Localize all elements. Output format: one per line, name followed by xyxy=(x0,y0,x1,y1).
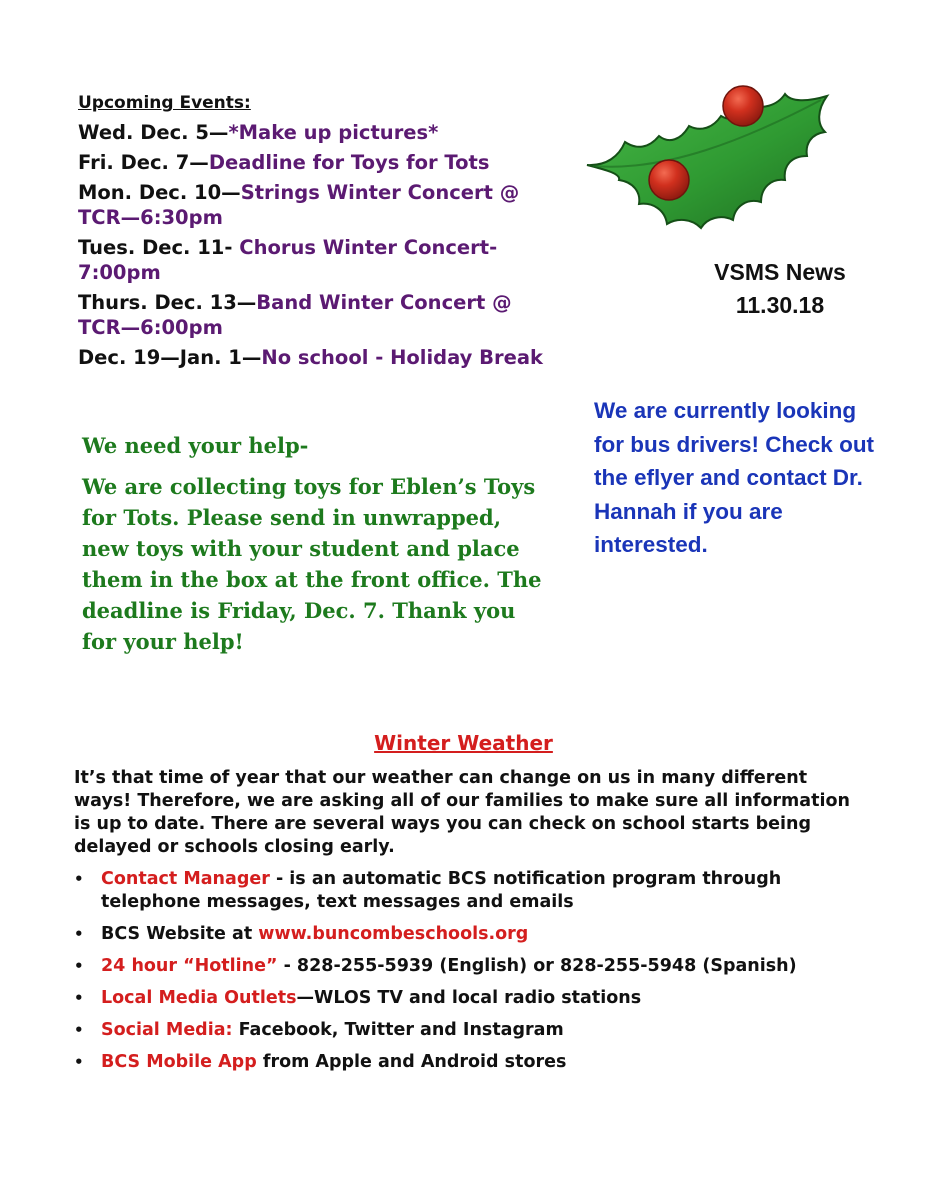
bullet-icon: • xyxy=(74,1053,84,1071)
event-date: Dec. 19—Jan. 1— xyxy=(78,346,262,369)
event-description: Band Winter Concert @ TCR—6:00pm xyxy=(78,291,512,339)
list-item xyxy=(74,955,874,978)
event-item xyxy=(78,150,558,175)
item-text: Facebook, Twitter and Instagram xyxy=(232,1020,564,1040)
event-description: *Make up pictures* xyxy=(228,121,439,144)
holly-berry-top xyxy=(723,86,763,126)
event-date: Tues. Dec. 11- xyxy=(78,236,233,259)
help-heading: We need your help- xyxy=(82,433,309,458)
holly-berry-bottom xyxy=(649,160,689,200)
bullet-icon: • xyxy=(74,989,84,1007)
event-item xyxy=(78,235,558,285)
event-description: No school - Holiday Break xyxy=(261,346,544,369)
event-date: Fri. Dec. 7— xyxy=(78,151,209,174)
list-item xyxy=(74,868,874,914)
website-link[interactable]: www.buncombeschools.org xyxy=(258,924,529,944)
help-body: We are collecting toys for Eblen’s Toys for Tots. Please send in unwrapped, new toys with your student and place them in the box at the front office. The deadline is Friday, Dec. 7. Thank you for your help! xyxy=(82,474,542,654)
item-text: - is an automatic BCS notification program through telephone messages, text messages and emails xyxy=(101,869,782,912)
upcoming-events xyxy=(78,92,558,375)
item-highlight: Social Media: xyxy=(101,1020,233,1040)
event-date: Thurs. Dec. 13— xyxy=(78,291,257,314)
bullet-icon: • xyxy=(74,957,84,975)
newsletter-date: 11.30.18 xyxy=(735,292,825,318)
item-text: —WLOS TV and local radio stations xyxy=(296,988,642,1008)
events-heading: Upcoming Events: xyxy=(78,93,251,113)
newsletter-title xyxy=(690,256,870,322)
list-item xyxy=(74,1019,874,1042)
toys-for-tots-notice xyxy=(82,430,542,657)
winter-weather-title: Winter Weather xyxy=(374,731,553,755)
event-item xyxy=(78,345,558,370)
item-text: - 828-255-5939 (English) or 828-255-5948 (Spanish) xyxy=(277,956,797,976)
item-highlight: Contact Manager xyxy=(101,869,270,889)
event-item xyxy=(78,180,558,230)
holly-icon xyxy=(585,80,840,230)
item-highlight: 24 hour “Hotline” xyxy=(101,956,278,976)
event-description: Strings Winter Concert @ TCR—6:30pm xyxy=(78,181,520,229)
newsletter-name: VSMS News xyxy=(714,259,846,285)
item-highlight: Local Media Outlets xyxy=(101,988,297,1008)
event-item xyxy=(78,290,558,340)
bullet-icon: • xyxy=(74,925,84,943)
bus-driver-notice: We are currently looking for bus drivers! Check out the eflyer and contact Dr. Hannah if you are interested. xyxy=(594,398,875,557)
event-description: Deadline for Toys for Tots xyxy=(208,151,490,174)
event-date: Wed. Dec. 5— xyxy=(78,121,229,144)
list-item xyxy=(74,987,874,1010)
list-item xyxy=(74,1051,874,1074)
winter-weather-list xyxy=(74,868,874,1083)
event-description: Chorus Winter Concert- 7:00pm xyxy=(78,236,498,284)
event-item xyxy=(78,120,558,145)
item-text: from Apple and Android stores xyxy=(256,1052,567,1072)
bullet-icon: • xyxy=(74,870,84,888)
bullet-icon: • xyxy=(74,1021,84,1039)
winter-weather-intro: It’s that time of year that our weather can change on us in many different ways! Therefore, we are asking all of our families to make sure all information is up to date. There are several ways you can check on school starts being delayed or schools closing early. xyxy=(74,768,850,857)
event-date: Mon. Dec. 10— xyxy=(78,181,241,204)
item-text: BCS Website at xyxy=(101,924,259,944)
item-highlight: BCS Mobile App xyxy=(101,1052,257,1072)
list-item xyxy=(74,923,874,946)
